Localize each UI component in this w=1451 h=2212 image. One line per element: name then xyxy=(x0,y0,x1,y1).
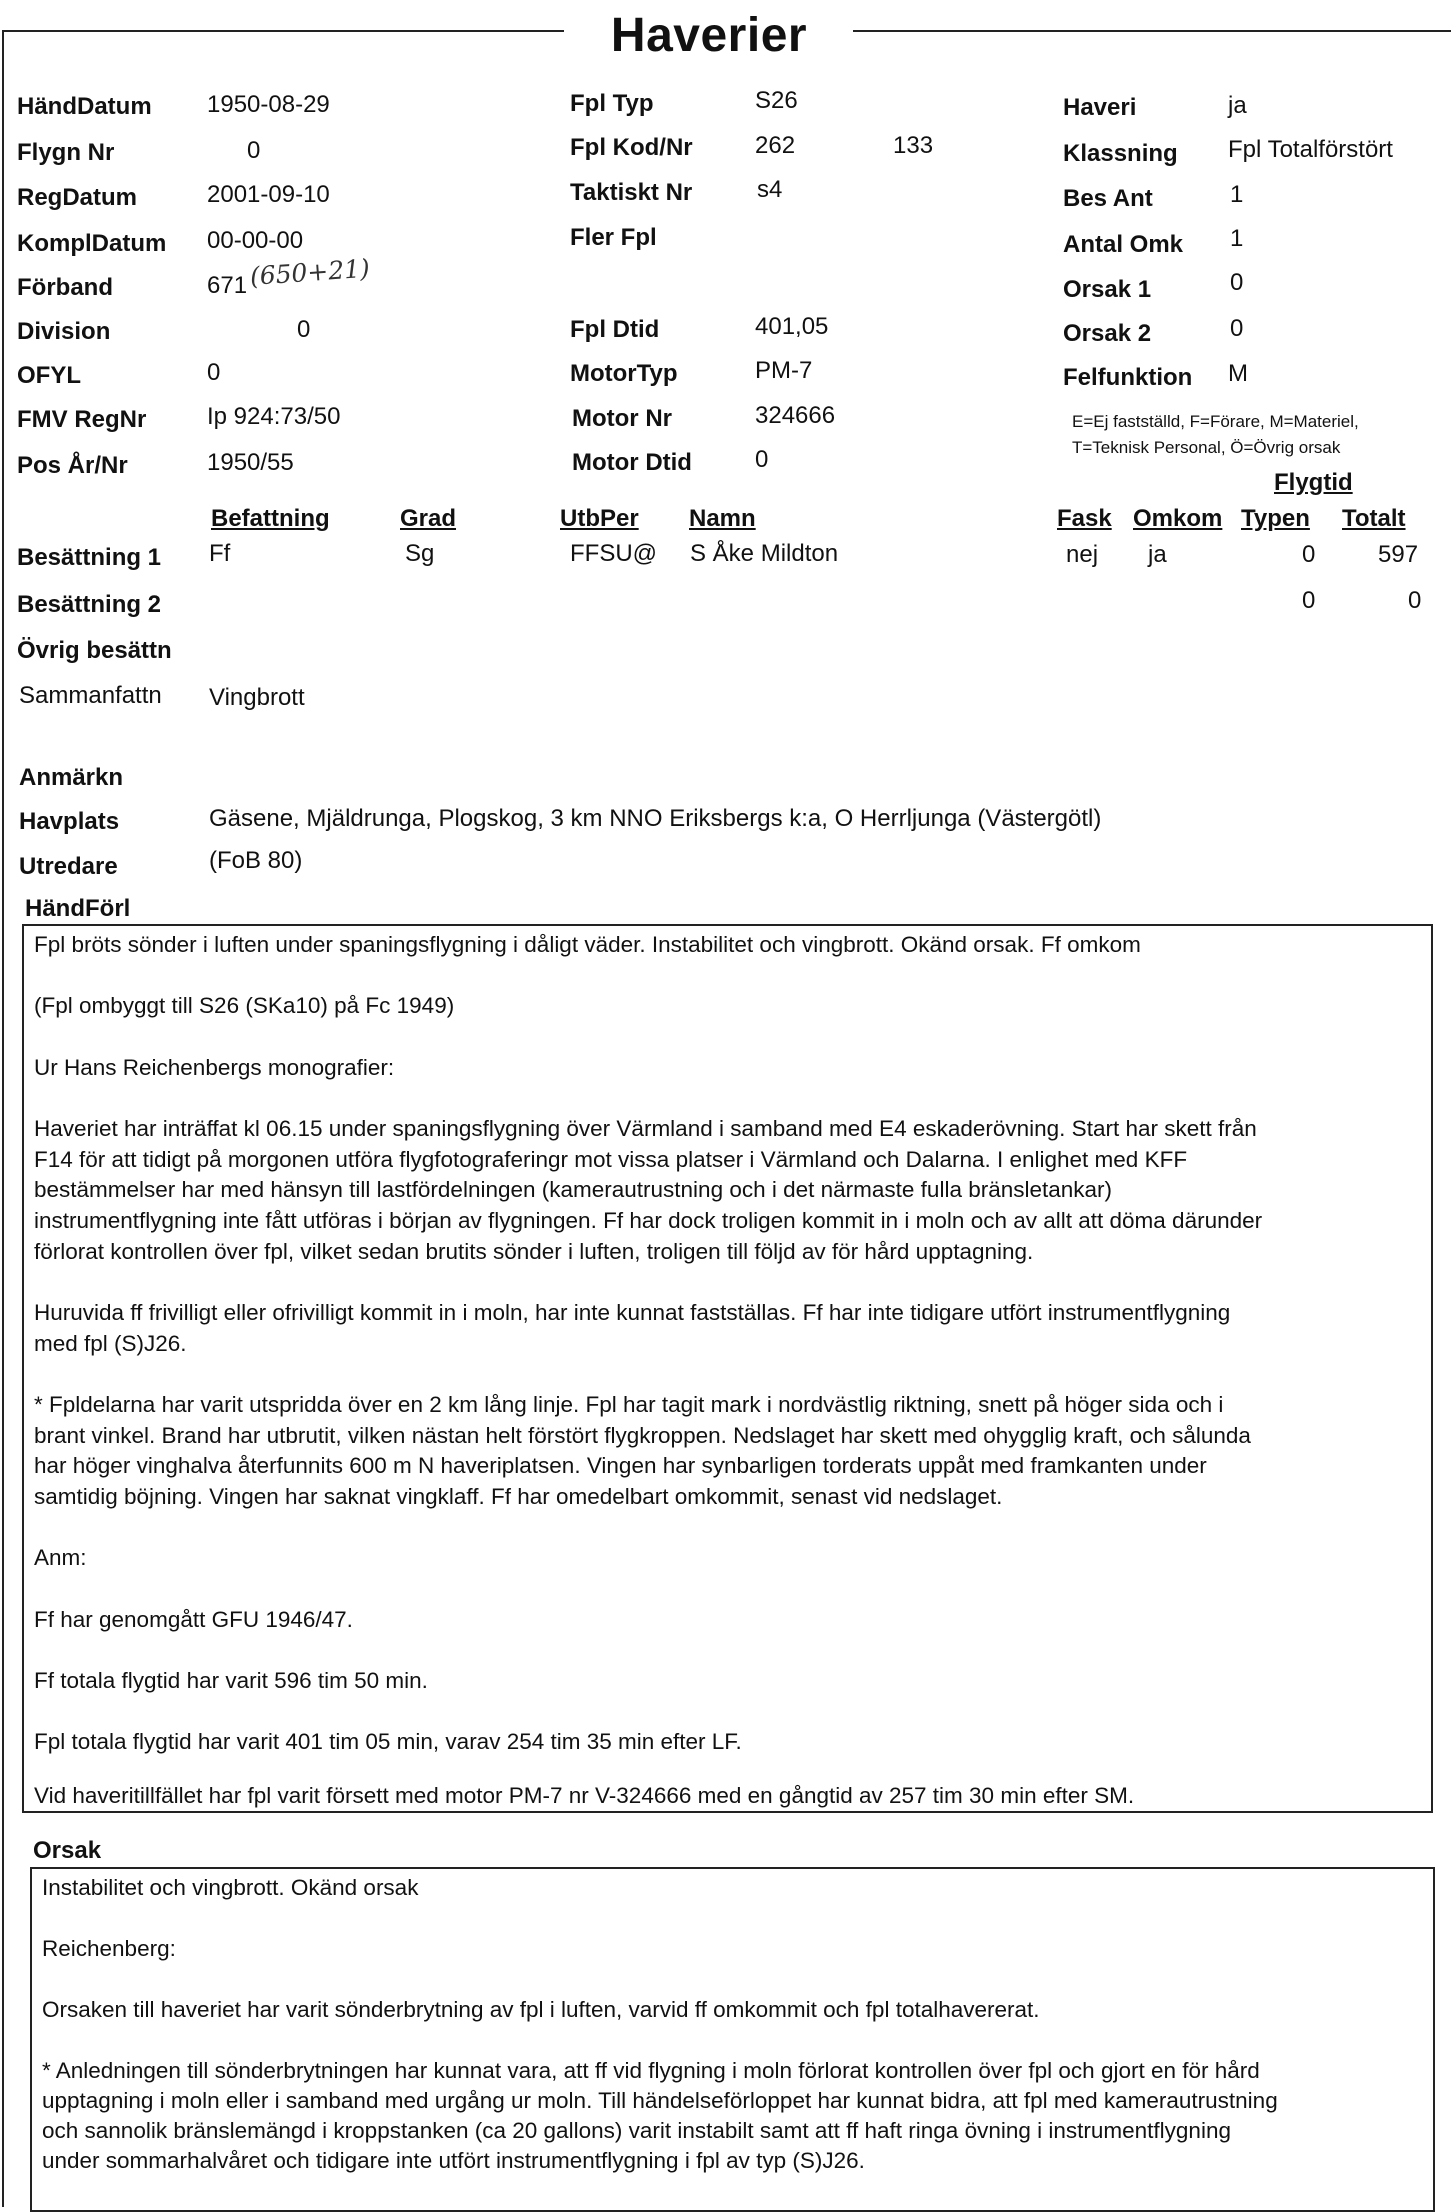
handforl-line: Ff har genomgått GFU 1946/47. xyxy=(34,1607,353,1632)
field-value-felfunktion: M xyxy=(1228,360,1248,387)
field-label-fler-fpl: Fler Fpl xyxy=(570,224,657,251)
field-label-ofyl: OFYL xyxy=(17,362,81,389)
field-value-flygn-nr: 0 xyxy=(247,137,261,164)
sammanfattn-value: Vingbrott xyxy=(209,684,305,711)
handforl-line: Fpl totala flygtid har varit 401 tim 05 min, varav 254 tim 35 min efter LF. xyxy=(34,1729,742,1754)
handforl-line: Ur Hans Reichenbergs monografier: xyxy=(34,1055,395,1080)
handforl-line: med fpl (S)J26. xyxy=(34,1331,187,1356)
frame-border-left xyxy=(2,30,4,2207)
field-value-handdatum: 1950-08-29 xyxy=(207,91,330,118)
field-value-fpl-typ: S26 xyxy=(755,87,798,114)
utredare-label: Utredare xyxy=(19,853,118,880)
field-value-regdatum: 2001-09-10 xyxy=(207,181,330,208)
field-label-felfunktion: Felfunktion xyxy=(1063,364,1193,391)
field-value-haveri: ja xyxy=(1228,92,1247,119)
crew1-omkom: ja xyxy=(1148,541,1167,568)
handforl-line: har höger vinghalva återfunnits 600 m N haveriplatsen. Vingen har synbarligen torderats uppåt med framkanten under xyxy=(34,1453,1207,1478)
field-value-orsak-1: 0 xyxy=(1230,269,1244,296)
handforl-line: bestämmelser har med hänsyn till lastfördelningen (kamerautrustning och i det närmaste fulla bränsletankar) xyxy=(34,1177,1113,1202)
orsak-line: * Anledningen till sönderbrytningen har kunnat vara, att ff vid flygning i moln förlorat kontrollen över fpl och gjort en för hård xyxy=(42,2058,1260,2083)
orsak-box xyxy=(30,1867,1435,2212)
page-title: Haverier xyxy=(610,9,808,62)
field-label-forband: Förband xyxy=(17,274,113,301)
handforl-line: Vid haveritillfället har fpl varit försett med motor PM-7 nr V-324666 med en gångtid av 257 tim 30 min efter SM. xyxy=(34,1783,1135,1808)
field-value-bes-ant: 1 xyxy=(1230,181,1244,208)
handforl-line: (Fpl ombyggt till S26 (SKa10) på Fc 1949) xyxy=(34,993,455,1018)
field-value-kompldatum: 00-00-00 xyxy=(207,227,304,254)
orsak-line: under sommarhalvåret och tidigare inte utfört instrumentflygning i fpl av typ (S)J26. xyxy=(42,2148,865,2173)
havplats-value: Gäsene, Mjäldrunga, Plogskog, 3 km NNO Eriksbergs k:a, O Herrljunga (Västergötl) xyxy=(209,805,1102,832)
field-label-motor-dtid: Motor Dtid xyxy=(572,449,692,476)
crew-label-2: Besättning 2 xyxy=(17,591,162,618)
field-value-fmv-regnr: Ip 924:73/50 xyxy=(207,403,341,430)
field-label-handdatum: HändDatum xyxy=(17,93,152,120)
crew1-totalt: 597 xyxy=(1378,541,1419,568)
field-value-forband: 671 xyxy=(207,272,248,299)
orsak-line: upptagning i moln eller i samband med urgång ur moln. Till händelseförloppet har kunnat bidra, att fpl med kamerautrustning xyxy=(42,2088,1278,2113)
orsak-line: Orsaken till haveriet har varit sönderbrytning av fpl i luften, varvid ff omkommit och fpl totalhavererat. xyxy=(42,1997,1040,2022)
forband-handwritten-note: (650+21) xyxy=(248,253,371,291)
cause-legend-line-2: T=Teknisk Personal, Ö=Övrig orsak xyxy=(1072,438,1341,457)
field-value-fpl-kod: 262 xyxy=(755,132,796,159)
header-typen: Typen xyxy=(1241,505,1310,532)
crew2-totalt: 0 xyxy=(1408,587,1422,614)
crew1-befattning: Ff xyxy=(209,540,231,567)
header-befattning: Befattning xyxy=(211,505,330,532)
handforl-line: Anm: xyxy=(34,1545,87,1570)
field-label-fpl-kod-nr: Fpl Kod/Nr xyxy=(570,134,693,161)
field-value-klassning: Fpl Totalförstört xyxy=(1228,136,1393,163)
field-value-ofyl: 0 xyxy=(207,359,221,386)
handforl-line: Fpl bröts sönder i luften under spaningsflygning i dåligt väder. Instabilitet och vingbrott. Okänd orsak. Ff omkom xyxy=(34,932,1141,957)
field-label-motor-nr: Motor Nr xyxy=(572,405,672,432)
field-label-kompldatum: KomplDatum xyxy=(17,230,167,257)
field-label-fmv-regnr: FMV RegNr xyxy=(17,406,147,433)
header-fask: Fask xyxy=(1057,505,1112,532)
handforl-line: Ff totala flygtid har varit 596 tim 50 min. xyxy=(34,1668,428,1693)
field-label-division: Division xyxy=(17,318,111,345)
orsak-line: Reichenberg: xyxy=(42,1936,176,1961)
field-label-regdatum: RegDatum xyxy=(17,184,138,211)
handforl-line: samtidig böjning. Vingen har saknat vingklaff. Ff har omedelbart omkommit, senast vid nedslaget. xyxy=(34,1484,1003,1509)
utredare-value: (FoB 80) xyxy=(209,847,303,874)
handforl-line: * Fpldelarna har varit utspridda över en 2 km lång linje. Fpl har tagit mark i nordvästlig riktning, snett på höger sida och i xyxy=(34,1392,1224,1417)
field-label-fpl-dtid: Fpl Dtid xyxy=(570,316,660,343)
header-totalt: Totalt xyxy=(1342,505,1406,532)
handforl-label: HändFörl xyxy=(25,895,131,922)
field-value-division: 0 xyxy=(297,316,311,343)
anmarkn-label: Anmärkn xyxy=(19,764,124,791)
field-label-fpl-typ: Fpl Typ xyxy=(570,90,654,117)
crew2-typen: 0 xyxy=(1302,587,1316,614)
handforl-line: Haveriet har inträffat kl 06.15 under spaningsflygning över Värmland i samband med E4 eskaderövning. Start har skett från xyxy=(34,1116,1257,1141)
crew1-utbper: FFSU@ xyxy=(570,540,658,567)
havplats-label: Havplats xyxy=(19,808,120,835)
crew1-namn: S Åke Mildton xyxy=(690,540,839,567)
header-omkom: Omkom xyxy=(1133,505,1223,532)
field-label-motortyp: MotorTyp xyxy=(570,360,678,387)
ovrig-besattn-label: Övrig besättn xyxy=(17,637,172,664)
field-label-klassning: Klassning xyxy=(1063,140,1178,167)
field-label-bes-ant: Bes Ant xyxy=(1063,185,1153,212)
orsak-line: Instabilitet och vingbrott. Okänd orsak xyxy=(42,1875,419,1900)
crew1-typen: 0 xyxy=(1302,541,1316,568)
field-value-orsak-2: 0 xyxy=(1230,315,1244,342)
field-value-motor-nr: 324666 xyxy=(755,402,836,429)
handforl-line: F14 för att tidigt på morgonen utföra flygfotograferingr mot vissa platser i Värmland och Dalarna. I enlighet med KFF xyxy=(34,1147,1188,1172)
field-value-fpl-nr: 133 xyxy=(893,132,934,159)
field-value-pos-ar-nr: 1950/55 xyxy=(207,449,294,476)
sammanfattn-label: Sammanfattn xyxy=(19,682,162,709)
header-flygtid: Flygtid xyxy=(1274,469,1353,496)
handforl-line: instrumentflygning inte fått utföras i början av flygningen. Ff har dock troligen kommit in i moln och av allt att döma därunder xyxy=(34,1208,1263,1233)
cause-legend-line-1: E=Ej fastställd, F=Förare, M=Materiel, xyxy=(1072,412,1359,431)
field-label-pos-ar-nr: Pos År/Nr xyxy=(17,452,128,479)
field-label-taktiskt-nr: Taktiskt Nr xyxy=(570,179,693,206)
field-value-fpl-dtid: 401,05 xyxy=(755,313,829,340)
field-label-flygn-nr: Flygn Nr xyxy=(17,139,115,166)
orsak-label: Orsak xyxy=(33,1837,102,1864)
field-value-antal-omk: 1 xyxy=(1230,225,1244,252)
field-label-haveri: Haveri xyxy=(1063,94,1137,121)
crew1-fask: nej xyxy=(1066,541,1099,568)
orsak-line: och sannolik bränslemängd i kroppstanken (ca 20 gallons) varit instabilt samt att ff haft ringa övning i instrumentflygning xyxy=(42,2118,1231,2143)
crew-label-1: Besättning 1 xyxy=(17,544,162,571)
handforl-line: förlorat kontrollen över fpl, vilket sedan brutits sönder i luften, troligen till följd av för hård upptagning. xyxy=(34,1239,1034,1264)
handforl-line: Huruvida ff frivilligt eller ofrivilligt kommit in i moln, har inte kunnat fastställas. Ff har inte tidigare utfört instrumentflygning xyxy=(34,1300,1231,1325)
field-label-antal-omk: Antal Omk xyxy=(1063,231,1184,258)
field-value-taktiskt-nr: s4 xyxy=(757,176,783,203)
header-namn: Namn xyxy=(689,505,756,532)
crew1-grad: Sg xyxy=(405,540,435,567)
handforl-box xyxy=(22,924,1433,1813)
field-label-orsak-1: Orsak 1 xyxy=(1063,276,1152,303)
field-label-orsak-2: Orsak 2 xyxy=(1063,320,1152,347)
field-value-motortyp: PM-7 xyxy=(755,357,813,384)
handforl-line: brant vinkel. Brand har utbrutit, vilken nästan helt förstört flygkroppen. Nedslaget har skett med ohygglig kraft, och sålunda xyxy=(34,1423,1251,1448)
header-grad: Grad xyxy=(400,505,457,532)
header-utbper: UtbPer xyxy=(560,505,639,532)
frame-border-top-right xyxy=(853,30,1451,32)
frame-border-top-left xyxy=(2,30,564,32)
field-value-motor-dtid: 0 xyxy=(755,446,769,473)
